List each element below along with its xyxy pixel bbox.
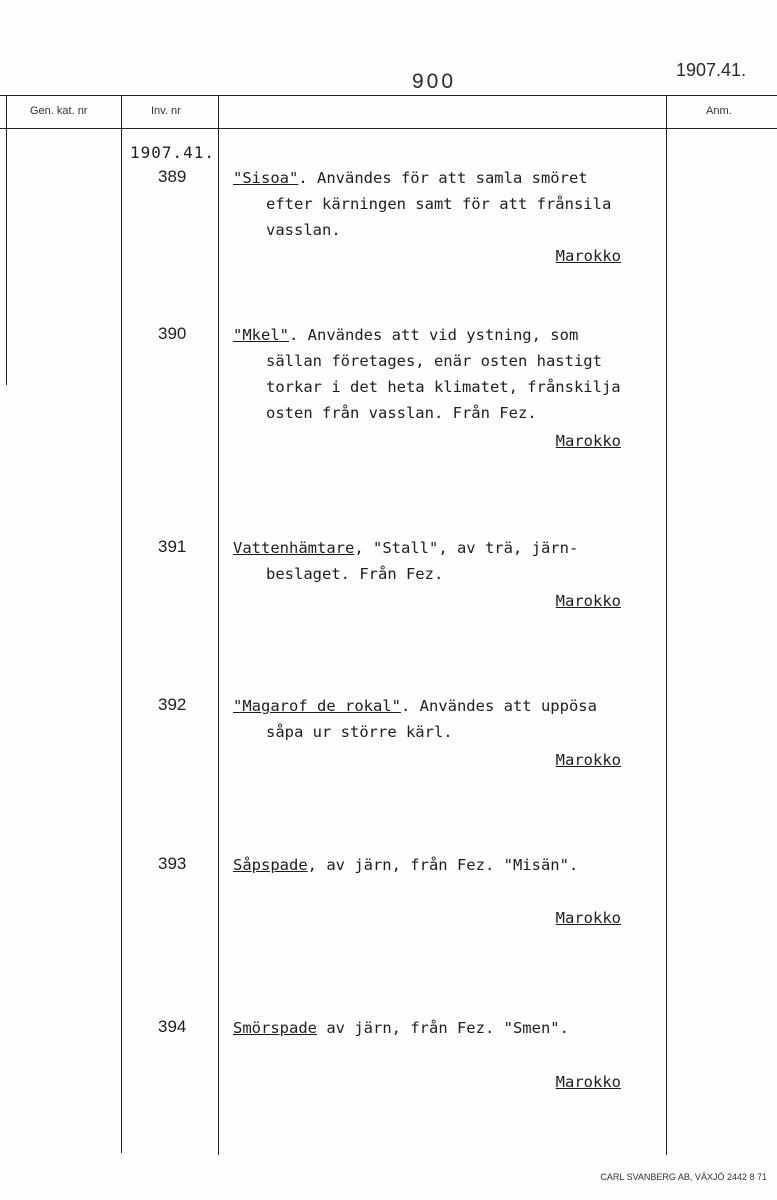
entry-title-line: [233, 535, 668, 561]
entry-title-line: [233, 322, 668, 348]
inventory-number: 393: [158, 854, 187, 873]
catalogue-entry: [233, 852, 668, 878]
entry-place: Marokko: [555, 247, 621, 265]
inventory-number: 391: [158, 537, 187, 556]
catalogue-entry: [233, 322, 668, 426]
inventory-group-ref: 1907.41.: [130, 143, 216, 162]
column-divider-inv: [218, 95, 219, 1155]
entry-description-line: såpa ur större kärl.: [266, 723, 453, 741]
column-header-anm: Anm.: [706, 105, 732, 117]
entry-title-line: [233, 165, 668, 191]
entry-term: "Sisoa": [233, 169, 299, 187]
entry-title-line: [233, 852, 668, 878]
entry-place-wrap: [233, 905, 668, 931]
entry-description-line: torkar i det heta klimatet, frånskilja: [266, 378, 621, 396]
entry-description-line: vasslan.: [266, 221, 341, 239]
catalogue-entry: [233, 165, 668, 243]
inventory-number: 389: [158, 167, 187, 186]
entry-term: "Mkel": [233, 326, 289, 344]
column-header-gen-kat-nr: Gen. kat. nr: [30, 105, 88, 117]
catalogue-entry: [233, 535, 668, 587]
entry-place-wrap: [233, 747, 668, 773]
entry-description-line: osten från vasslan. Från Fez.: [266, 404, 537, 422]
left-border-line: [6, 95, 7, 385]
entry-term: Såpspade: [233, 856, 308, 874]
entry-title-rest: . Användes att vid ystning, som: [289, 326, 579, 344]
entry-term: "Magarof de rokal": [233, 697, 401, 715]
header-rule: [0, 128, 777, 129]
entry-term: Vattenhämtare: [233, 539, 355, 557]
entry-title-rest: , av järn, från Fez. "Misän".: [307, 856, 579, 874]
catalogue-entry: [233, 1015, 668, 1041]
page-number: 900: [412, 70, 457, 93]
entry-place: Marokko: [555, 592, 621, 610]
inventory-number: 392: [158, 695, 187, 714]
entry-place-wrap: [233, 428, 668, 454]
column-divider-gen: [121, 95, 122, 1153]
entry-place: Marokko: [555, 909, 621, 927]
entry-place: Marokko: [555, 432, 621, 450]
inventory-number: 394: [158, 1017, 187, 1036]
entry-place-wrap: [233, 1069, 668, 1095]
entry-title-line: [233, 1015, 668, 1041]
printer-mark: CARL SVANBERG AB, VÄXJÖ 2442 8 71: [600, 1172, 767, 1182]
entry-title-line: [233, 693, 668, 719]
catalogue-entry: [233, 693, 668, 745]
header-reference: 1907.41.: [676, 60, 747, 80]
inventory-number: 390: [158, 324, 187, 343]
entry-description-line: efter kärningen samt för att frånsila: [266, 195, 612, 213]
entry-description-line: sällan företages, enär osten hastigt: [266, 352, 602, 370]
entry-title-rest: . Användes för att samla smöret: [298, 169, 588, 187]
entry-place-wrap: [233, 588, 668, 614]
entry-place: Marokko: [555, 1073, 621, 1091]
entry-place-wrap: [233, 243, 668, 269]
entry-description-line: beslaget. Från Fez.: [266, 565, 444, 583]
entry-title-rest: av järn, från Fez. "Smen".: [317, 1019, 569, 1037]
top-rule: [0, 95, 777, 96]
entry-title-rest: . Användes att uppösa: [400, 697, 597, 715]
entry-place: Marokko: [555, 751, 621, 769]
entry-term: Smörspade: [233, 1019, 317, 1037]
column-header-inv-nr: Inv. nr: [151, 105, 181, 117]
entry-title-rest: , "Stall", av trä, järn-: [354, 539, 579, 557]
